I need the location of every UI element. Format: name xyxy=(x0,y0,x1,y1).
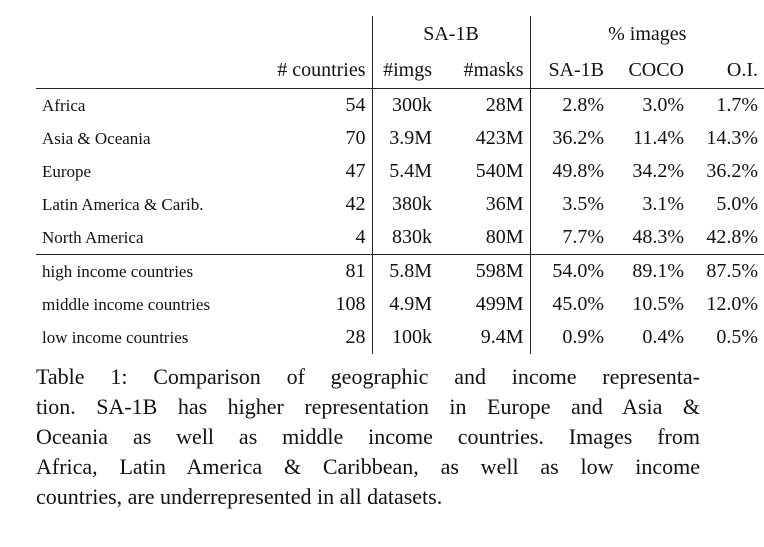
cell-coco-pct: 0.4% xyxy=(642,326,685,348)
cell-sa1b-pct: 36.2% xyxy=(552,127,605,149)
cell-imgs: 4.9M xyxy=(389,293,432,315)
col-header-oi: O.I. xyxy=(690,52,764,89)
table-row xyxy=(36,89,764,123)
caption-line: tion. SA-1B has higher representation in Europe and Asia & xyxy=(36,394,700,419)
table-row xyxy=(36,255,764,289)
table-row xyxy=(36,321,764,354)
cell-coco-pct: 48.3% xyxy=(610,221,690,255)
cell-sa1b-pct: 2.8% xyxy=(562,94,605,116)
cell-masks: 499M xyxy=(438,288,530,321)
cell-masks: 540M xyxy=(438,155,530,188)
cell-countries: 47 xyxy=(300,155,372,188)
col-header-masks: #masks xyxy=(438,52,530,89)
cell-masks: 80M xyxy=(438,221,530,255)
cell-masks: 9.4M xyxy=(438,321,530,354)
col-header-coco: COCO xyxy=(610,52,690,89)
col-header-imgs: #imgs xyxy=(372,52,438,89)
col-header-countries: # countries xyxy=(36,52,372,89)
cell-imgs: 380k xyxy=(392,193,432,215)
cell-sa1b-pct: 7.7% xyxy=(530,221,610,255)
cell-countries: 81 xyxy=(300,255,372,289)
group-header-row xyxy=(36,16,764,52)
cell-countries: 70 xyxy=(300,122,372,155)
cell-coco-pct: 89.1% xyxy=(632,260,685,282)
cell-sa1b-pct: 49.8% xyxy=(552,160,605,182)
cell-sa1b-pct: 54.0% xyxy=(552,260,605,282)
table-row xyxy=(36,188,764,221)
cell-countries: 4 xyxy=(300,221,372,255)
cell-oi-pct: 87.5% xyxy=(706,260,759,282)
cell-imgs: 5.8M xyxy=(389,260,432,282)
row-label: Asia & Oceania xyxy=(42,128,151,148)
group-header-sa1b: SA-1B xyxy=(372,16,530,52)
cell-sa1b-pct: 0.9% xyxy=(562,326,605,348)
row-label: low income countries xyxy=(42,327,189,347)
column-header-row xyxy=(36,52,764,89)
caption-line: Oceania as well as middle income countries. Images from xyxy=(36,424,700,449)
comparison-table xyxy=(36,16,759,354)
row-label: Africa xyxy=(42,95,86,115)
table-row xyxy=(36,221,764,255)
cell-coco-pct: 34.2% xyxy=(632,160,685,182)
cell-masks: 598M xyxy=(438,255,530,289)
cell-oi-pct: 14.3% xyxy=(706,127,759,149)
caption-line: Africa, Latin America & Caribbean, as well as low income xyxy=(36,454,700,479)
cell-sa1b-pct: 3.5% xyxy=(562,193,605,215)
cell-countries: 42 xyxy=(300,188,372,221)
table-row xyxy=(36,155,764,188)
cell-coco-pct: 11.4% xyxy=(633,127,685,149)
cell-coco-pct: 3.1% xyxy=(642,193,685,215)
col-header-sa1b: SA-1B xyxy=(530,52,610,89)
table-row xyxy=(36,288,764,321)
cell-oi-pct: 36.2% xyxy=(706,160,759,182)
cell-oi-pct: 42.8% xyxy=(690,221,764,255)
cell-imgs: 830k xyxy=(372,221,438,255)
cell-oi-pct: 0.5% xyxy=(716,326,759,348)
cell-masks: 36M xyxy=(438,188,530,221)
table-row xyxy=(36,122,764,155)
cell-oi-pct: 12.0% xyxy=(706,293,759,315)
cell-countries: 54 xyxy=(300,89,372,123)
row-label: high income countries xyxy=(42,261,194,281)
cell-oi-pct: 1.7% xyxy=(716,94,759,116)
cell-imgs: 5.4M xyxy=(389,160,432,182)
caption-line: countries, are underrepresented in all datasets. xyxy=(36,484,443,509)
cell-sa1b-pct: 45.0% xyxy=(552,293,605,315)
cell-coco-pct: 10.5% xyxy=(632,293,685,315)
group-header-pct-images: % images xyxy=(608,22,687,45)
cell-oi-pct: 5.0% xyxy=(716,193,759,215)
row-label: middle income countries xyxy=(42,294,211,314)
caption-line: Table 1: Comparison of geographic and income representa- xyxy=(36,364,700,389)
row-label: North America xyxy=(36,221,300,255)
cell-countries: 108 xyxy=(300,288,372,321)
cell-imgs: 300k xyxy=(392,94,432,116)
table-caption xyxy=(36,362,700,512)
row-label: Latin America & Carib. xyxy=(42,194,204,214)
cell-imgs: 100k xyxy=(392,326,432,348)
cell-countries: 28 xyxy=(300,321,372,354)
cell-coco-pct: 3.0% xyxy=(642,94,685,116)
cell-masks: 28M xyxy=(438,89,530,123)
row-label: Europe xyxy=(42,161,92,181)
cell-imgs: 3.9M xyxy=(389,127,432,149)
cell-masks: 423M xyxy=(438,122,530,155)
